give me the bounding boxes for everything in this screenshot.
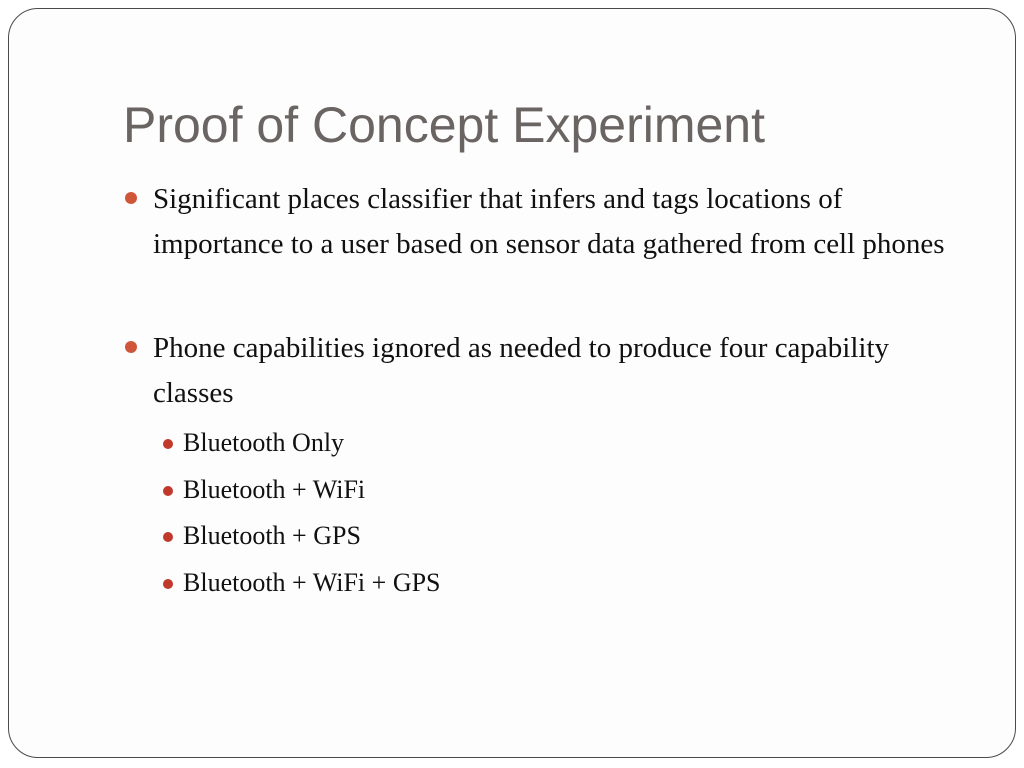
slide xyxy=(8,8,1016,758)
bullet-text: Significant places classifier that infers and tags locations of importance to a user based on sensor data gathered from cell phones xyxy=(153,183,945,260)
sub-bullet-dot-icon xyxy=(163,579,173,589)
sub-bullet-list xyxy=(123,420,973,606)
sub-bullet-dot-icon xyxy=(163,532,173,542)
bullet-list xyxy=(123,177,973,606)
bullet-item xyxy=(123,326,973,416)
sub-bullet-text: Bluetooth + WiFi xyxy=(183,474,366,504)
sub-bullet-text: Bluetooth + GPS xyxy=(183,521,361,550)
bullet-item xyxy=(123,177,973,267)
sub-bullet-dot-icon xyxy=(163,486,173,496)
bullet-dot-icon xyxy=(125,341,137,353)
sub-bullet-text: Bluetooth Only xyxy=(183,428,345,457)
bullet-text: Phone capabilities ignored as needed to produce four capability classes xyxy=(153,332,890,409)
sub-bullet-item xyxy=(123,560,973,607)
bullet-dot-icon xyxy=(125,192,137,204)
slide-title: Proof of Concept Experiment xyxy=(123,97,765,153)
sub-bullet-text: Bluetooth + WiFi + GPS xyxy=(183,567,441,597)
sub-bullet-item xyxy=(123,467,973,514)
sub-bullet-item xyxy=(123,513,973,560)
sub-bullet-item xyxy=(123,420,973,467)
sub-bullet-dot-icon xyxy=(163,439,173,449)
